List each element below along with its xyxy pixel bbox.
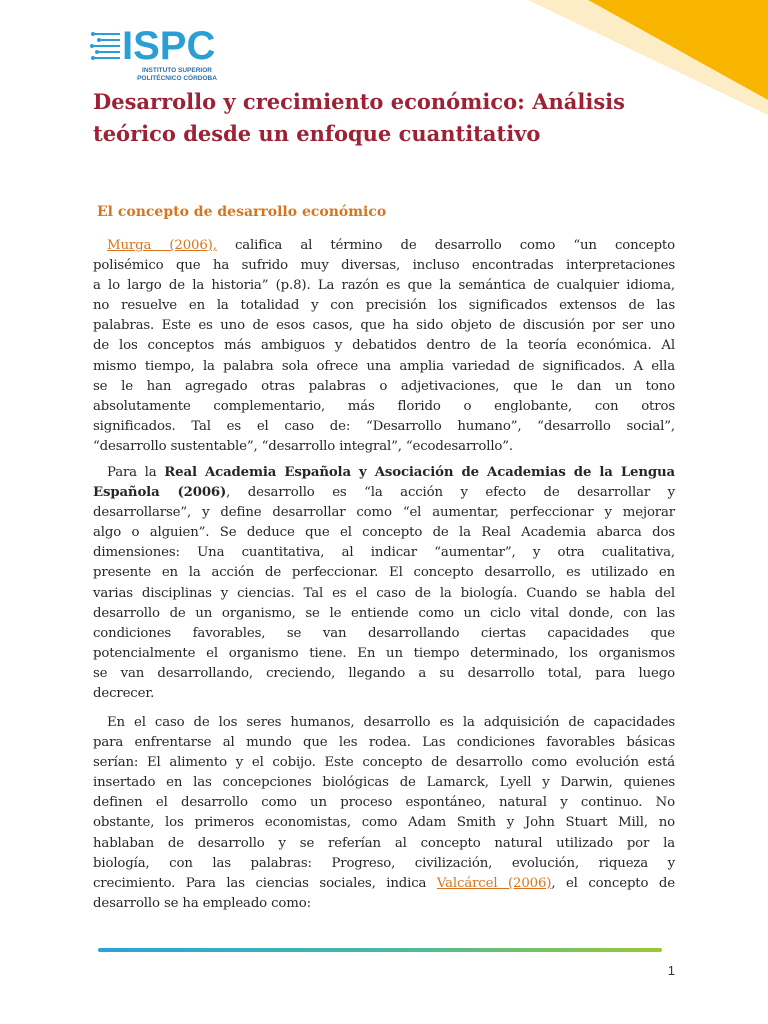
paragraph-line: varias disciplinas y ciencias. Tal es el caso de la biología. Cuando se habla del <box>93 585 675 601</box>
paragraph-line: desarrollo de un organismo, se le entiende como un ciclo vital donde, con las <box>93 605 675 621</box>
paragraph-line: hablaban de desarrollo y se referían al concepto natural utilizado por la <box>93 835 675 851</box>
paragraph-line: palabras. Este es uno de esos casos, que ha sido objeto de discusión por ser uno <box>93 318 675 334</box>
paragraph-line: absolutamente complementario, más florido o englobante, con otros <box>93 398 675 414</box>
paragraph-line: a lo largo de la historia” (p.8). La razón es que la semántica de cualquier idioma, <box>93 278 675 294</box>
paragraph-line: se le han agregado otras palabras o adjetivaciones, que le dan un tono <box>93 378 675 394</box>
paragraph-line: polisémico que ha sufrido muy diversas, incluso encontradas interpretaciones <box>93 258 675 274</box>
document-title: Desarrollo y crecimiento económico: Análisis teórico desde un enfoque cuantitativo <box>93 89 625 146</box>
page-number: 1 <box>667 963 675 978</box>
paragraph-line: crecimiento. Para las ciencias sociales, indica Valcárcel (2006), el concepto de <box>93 875 676 891</box>
ispc-logo <box>90 26 220 86</box>
logo-subtitle: INSTITUTO SUPERIOR POLITÉCNICO CÓRDOBA <box>137 67 217 82</box>
paragraph-line: potencialmente el organismo tiene. En un tiempo determinado, los organismos <box>93 645 675 661</box>
paragraph-line: significados. Tal es el caso de: “Desarrollo humano”, “desarrollo social”, <box>93 418 675 434</box>
section-heading: El concepto de desarrollo económico <box>97 204 387 220</box>
paragraph-line: “desarrollo sustentable”, “desarrollo integral”, “ecodesarrollo”. <box>93 438 513 454</box>
paragraph-line: dimensiones: Una cuantitativa, al indicar “aumentar”, y otra cualitativa, <box>93 545 675 561</box>
paragraph-3 <box>93 713 675 914</box>
citation-link-valcarcel[interactable]: Valcárcel (2006) <box>436 875 552 891</box>
footer-divider <box>98 948 662 952</box>
paragraph-line: algo o alguien”. Se deduce que el concepto de la Real Academia abarca dos <box>93 525 675 541</box>
circuit-logo-icon <box>90 30 122 66</box>
logo-wordmark: ISPC <box>122 24 216 68</box>
paragraph-line: condiciones favorables, se van desarrollando ciertas capacidades que <box>93 625 675 641</box>
paragraph-line: serían: El alimento y el cobijo. Este concepto de desarrollo como evolución está <box>93 755 675 771</box>
paragraph-line: biología, con las palabras: Progreso, civilización, evolución, riqueza y <box>93 855 675 871</box>
paragraph-line: definen el desarrollo como un proceso espontáneo, natural y continuo. No <box>93 795 675 811</box>
paragraph-line: presente en la acción de perfeccionar. El concepto desarrollo, es utilizado en <box>93 565 675 581</box>
paragraph-line: desarrollarse”, y define desarrollar como “el aumentar, perfeccionar y mejorar <box>93 505 675 521</box>
paragraph-line: mismo tiempo, la palabra sola ofrece una amplia variedad de significados. A ella <box>93 358 675 374</box>
paragraph-line: insertado en las concepciones biológicas de Lamarck, Lyell y Darwin, quienes <box>93 775 675 791</box>
paragraph-line: Para la Real Academia Española y Asociación de Academias de la Lengua <box>107 465 675 480</box>
paragraph-2 <box>93 463 675 704</box>
paragraph-line: se van desarrollando, creciendo, llegando a su desarrollo total, para luego <box>93 665 675 681</box>
paragraph-line: desarrollo se ha empleado como: <box>93 895 311 911</box>
paragraph-line: para enfrentarse al mundo que les rodea. Las condiciones favorables básicas <box>93 735 675 751</box>
paragraph-line: decrecer. <box>93 686 155 702</box>
paragraph-line: de los conceptos más ambiguos y debatidos dentro de la teoría económica. Al <box>93 338 675 354</box>
paragraph-line: Murga (2006), califica al término de desarrollo como “un concepto <box>107 238 675 253</box>
paragraph-line: Española (2006), desarrollo es “la acción y efecto de desarrollar y <box>93 485 675 501</box>
citation-link-murga[interactable]: Murga (2006), <box>107 238 217 253</box>
paragraph-line: En el caso de los seres humanos, desarrollo es la adquisición de capacidades <box>107 715 675 730</box>
paragraph-1 <box>93 236 675 457</box>
paragraph-line: no resuelve en la totalidad y con precisión los significados extensos de las <box>93 298 675 314</box>
paragraph-line: obstante, los primeros economistas, como Adam Smith y John Stuart Mill, no <box>93 815 675 831</box>
